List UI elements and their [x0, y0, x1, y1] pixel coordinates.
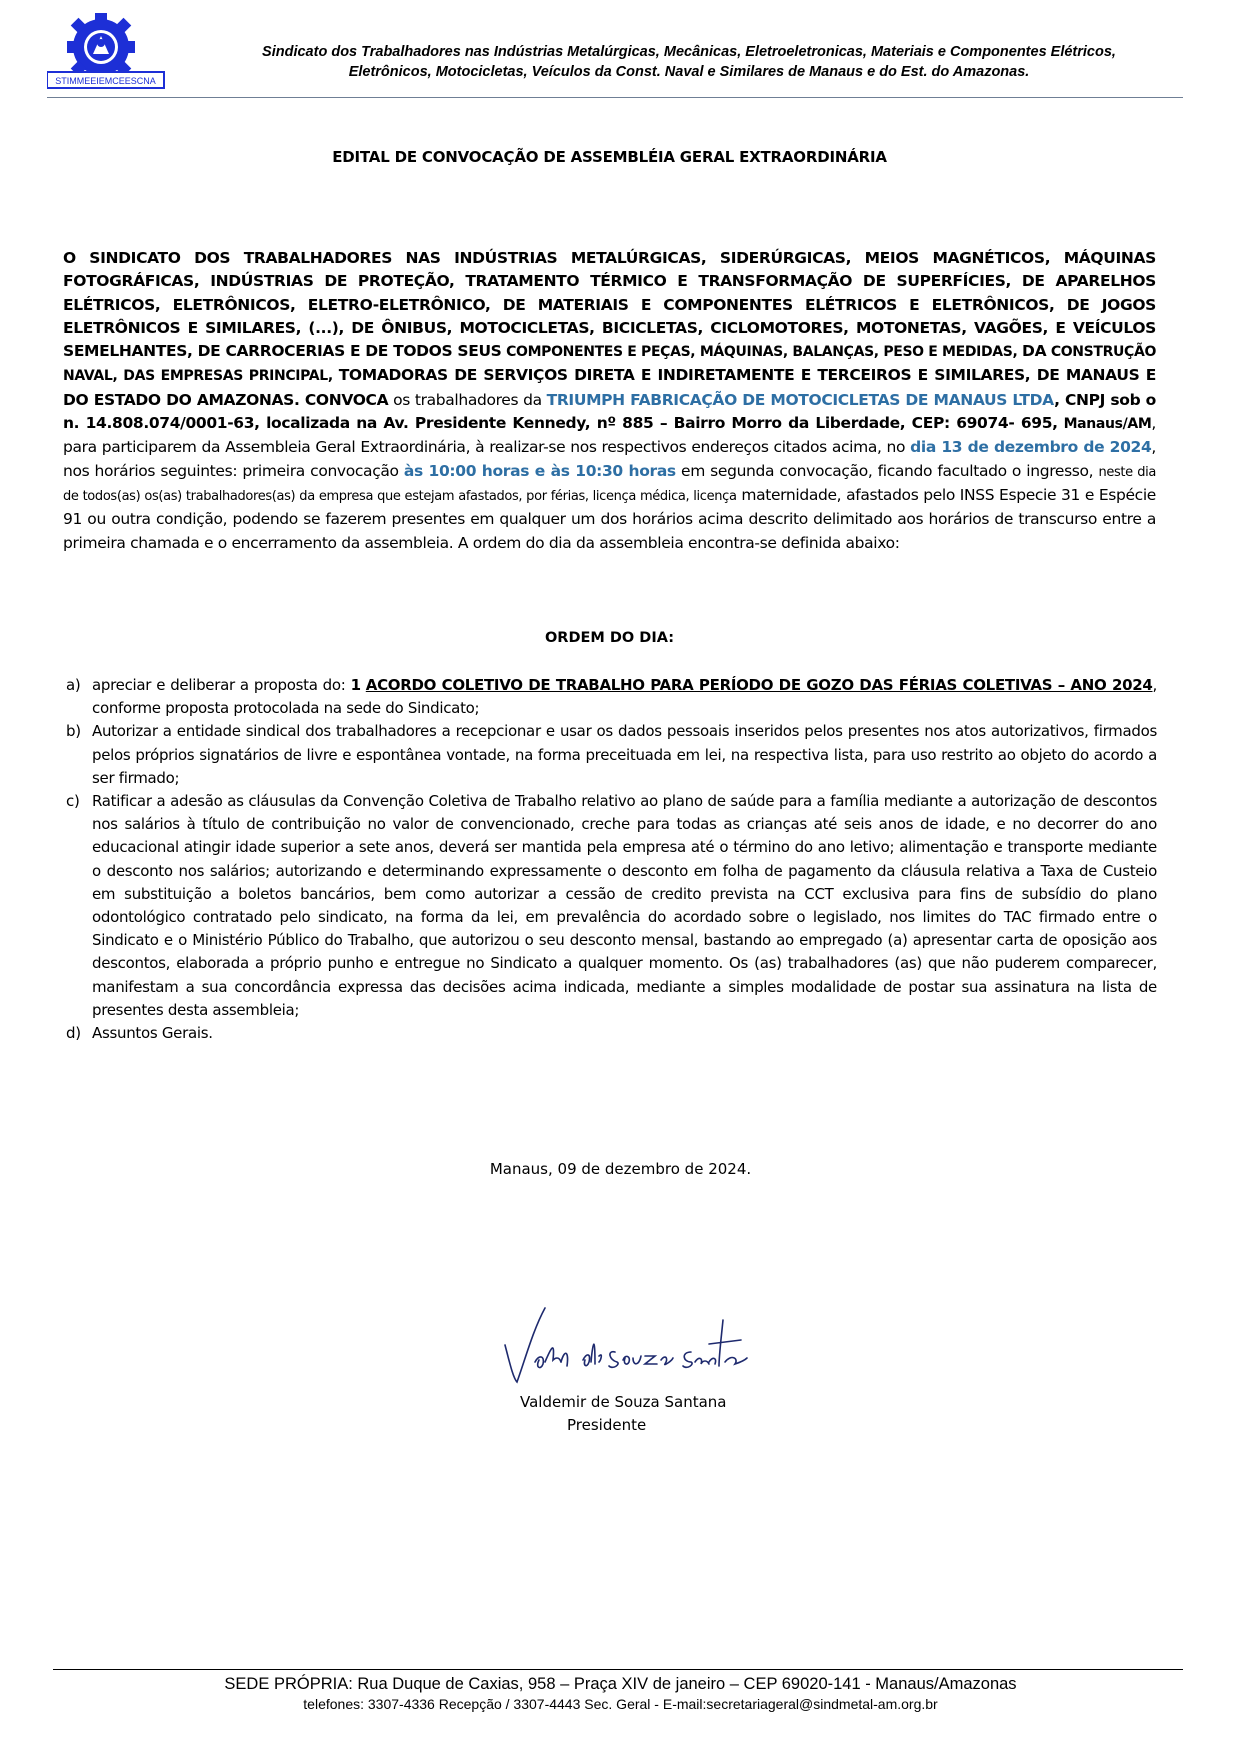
date-line: Manaus, 09 de dezembro de 2024.: [489, 1160, 752, 1178]
convocation-paragraph: [63, 247, 1156, 555]
logo-text: STIMMEEIEMCEESCNA: [55, 76, 156, 86]
agenda-item-c: [67, 790, 1157, 1022]
agenda-item-text-end: , conforme proposta protocolada na sede do Sindicato;: [92, 676, 1157, 718]
agenda-marker: c): [66, 792, 80, 811]
agenda-item-text: Assuntos Gerais.: [92, 1024, 213, 1043]
agenda-item-text: Ratificar a adesão as cláusulas da Convenção Coletiva de Trabalho relativo ao plano de saúde para a família mediante a autorização de descontos nos salários à título de contribuição no valor de convencionado, creche para todas as crianças até seis anos de idade, e no decorrer do ano educacional atingir idade superior a sete anos, deverá ser mantida pela empresa até o término do ano letivo; alimentação e transporte mediante o desconto nos salários; autorizando e determinando expressamente o desconto em folha de pagamento da cláusula relativa a Taxa de Custeio em substituição a boletos bancários, bem como autorizar a cessão de credito prevista na CCT exclusiva para fins de subsídio do plano odontológico contratado pelo sindicato, na forma da lei, em prevalência do acordado sobre o legislado, nos limites do TAC firmado entre o Sindicato e o Ministério Público do Trabalho, que autorizou o seu desconto mensal, bastando ao empregado (a) apresentar carta de oposição aos descontos, elaborada a próprio punho e entregue no Sindicato a qualquer momento. Os (as) trabalhadores (as) que não puderem comparecer, manifestam a sua concordância expressa das decisões acima indicada, mediante a simples modalidade de postar sua assinatura na lista de presentes desta assembleia;: [92, 792, 1157, 1019]
header-divider: [47, 97, 1183, 98]
agenda-item-text: apreciar e deliberar a proposta do:: [92, 676, 346, 694]
agenda-item-text: Autorizar a entidade sindical dos trabalhadores a recepcionar e usar os dados pessoais inseridos pelos presentes nos atos autorizativos, firmados pelos próprios signatários de livre e espontânea vontade, na forma preceituada em lei, na respectiva lista, para uso restrito ao objeto do acordo a ser firmado;: [92, 722, 1157, 787]
letterhead-line-1: Sindicato dos Trabalhadores nas Indústrias Metalúrgicas, Mecânicas, Eletroeletronicas, Materiais e Componentes Elétricos,: [262, 44, 1116, 60]
footer-divider: [53, 1669, 1183, 1670]
union-name-end: TOMADORAS DE SERVIÇOS DIRETA E INDIRETAMENTE E TERCEIROS E SIMILARES, DE MANAUS E DO ESTADO DO AMAZONAS. CONVOCA: [63, 366, 1156, 409]
handwritten-signature: [495, 1300, 755, 1390]
document-title: EDITAL DE CONVOCAÇÃO DE ASSEMBLÉIA GERAL EXTRAORDINÁRIA: [332, 148, 887, 166]
union-name: O SINDICATO DOS TRABALHADORES NAS INDÚSTRIAS METALÚRGICAS, SIDERÚRGICAS, MEIOS MAGNÉTICOS, MÁQUINAS FOTOGRÁFICAS, INDÚSTRIAS DE PROTEÇÃO, TRATAMENTO TÉRMICO E TRANSFORMAÇÃO DE SUPERFÍCIES, DE APARELHOS ELÉTRICOS, ELETRÔNICOS, ELETRO-ELETRÔNICO, DE MATERIAIS E COMPONENTES ELÉTRICOS E ELETRÔNICOS, DE JOGOS ELETRÔNICOS E SIMILARES, (...), DE ÔNIBUS, MOTOCICLETAS, BICICLETAS, CICLOMOTORES, MOTONETAS, VAGÕES, E VEÍCULOS SEMELHANTES, DE CARROCERIAS E DE TODOS SEUS: [63, 249, 1156, 361]
footer: [0, 1673, 1241, 1714]
assembly-text: , para participarem da Assembleia Geral Extraordinária, à realizar-se nos respectivos endereços citados acima, no: [63, 414, 1156, 457]
company-city: Manaus/AM: [1063, 416, 1152, 433]
company-name: TRIUMPH FABRICAÇÃO DE MOTOCICLETAS DE MANAUS LTDA: [546, 390, 1055, 409]
footer-contacts: telefones: 3307-4336 Recepção / 3307-4443 Sec. Geral - E-mail:secretariageral@sindmetal-am.org.br: [303, 1696, 938, 1712]
union-gear-logo-icon: [47, 10, 167, 96]
agenda-list: [67, 674, 1157, 1045]
closing-text: maternidade, afastados pelo INSS Especie 31 e Espécie 91 ou outra condição, podendo se fazerem presentes em qualquer um dos horários acima descrito delimitado aos horários de transcurso entre a primeira chamada e o encerramento da assembleia. A ordem do dia da assembleia encontra-se definida abaixo:: [63, 485, 1156, 552]
signer-role: Presidente: [567, 1416, 647, 1434]
agenda-item-a: [67, 674, 1157, 720]
assembly-date: dia 13 de dezembro de 2024: [910, 438, 1152, 457]
agenda-item-d: [67, 1022, 1157, 1045]
letterhead-title: [189, 42, 1189, 82]
absent-workers-text: neste dia de todos(as) os(as) trabalhadores(as) da empresa que estejam afastados, por férias, licença médica, licença: [63, 464, 1157, 504]
agenda-marker: a): [66, 676, 81, 694]
union-name-cont: DA: [1022, 342, 1047, 361]
agenda-marker: d): [66, 1024, 81, 1043]
agenda-title: ORDEM DO DIA:: [544, 630, 675, 646]
union-name-small: COMPONENTES E PEÇAS, MÁQUINAS, BALANÇAS, PESO E MEDIDAS,: [506, 344, 1018, 361]
agenda-item-number: 1: [350, 676, 361, 694]
agreement-title: ACORDO COLETIVO DE TRABALHO PARA PERÍODO DE GOZO DAS FÉRIAS COLETIVAS – ANO 2024: [365, 676, 1153, 694]
letterhead: [47, 10, 1183, 98]
signer-name: Valdemir de Souza Santana: [520, 1393, 727, 1411]
company-address: , CNPJ sob o n. 14.808.074/0001-63, localizada na Av. Presidente Kennedy, nº 885 – Bairro Morro da Liberdade, CEP: 69074- 695,: [63, 390, 1156, 433]
letterhead-line-2: Eletrônicos, Motocicletas, Veículos da Const. Naval e Similares de Manaus e do Est. do Amazonas.: [348, 64, 1030, 80]
schedule-text: , nos horários seguintes: primeira convocação: [63, 438, 1156, 480]
signer-block: [520, 1391, 726, 1437]
assembly-times: às 10:00 horas e às 10:30 horas: [403, 461, 676, 480]
footer-address: SEDE PRÓPRIA: Rua Duque de Caxias, 958 – Praça XIV de janeiro – CEP 69020-141 - Manaus/Amazonas: [224, 1675, 1017, 1693]
agenda-marker: b): [66, 722, 81, 741]
agenda-item-b: [67, 720, 1157, 790]
second-call-text: em segunda convocação, ficando facultado o ingresso,: [681, 461, 1094, 480]
union-name-small-2: CONSTRUÇÃO NAVAL, DAS EMPRESAS PRINCIPAL,: [63, 344, 1157, 385]
convoca-text: os trabalhadores da: [393, 390, 542, 409]
